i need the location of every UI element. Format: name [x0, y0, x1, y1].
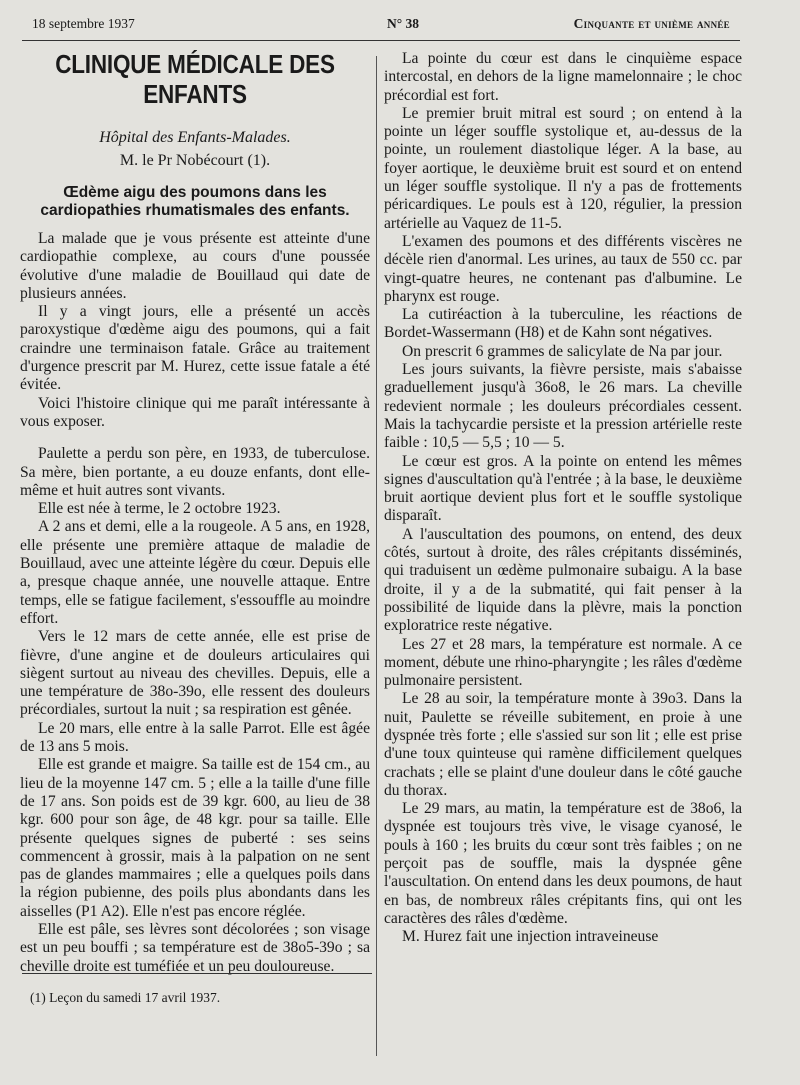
paragraph-gap [20, 431, 370, 445]
volume-year: Cinquante et unième année [573, 16, 730, 31]
paragraph: A l'auscultation des poumons, on entend, des deux côtés, surtout à droite, des râles crépitants disséminés, qui traduisent un œdème pulmonaire subaigu. A la base droite, il y a de la submatité, qui fait penser à la possibilité de liquide dans la plèvre, mais la ponction exploratrice reste négative. [384, 525, 742, 635]
paragraph: La pointe du cœur est dans le cinquième espace intercostal, en dehors de la ligne mamelonnaire ; le choc précordial est fort. [384, 50, 742, 104]
paragraph: Voici l'histoire clinique qui me paraît intéressante à vous exposer. [20, 394, 370, 430]
paragraph: On prescrit 6 grammes de salicylate de Na par jour. [402, 342, 723, 360]
article-title: Œdème aigu des poumons dans les cardiopathies rhumatismales des enfants. [40, 184, 350, 219]
issue-date: 18 septembre 1937 [32, 16, 135, 31]
left-column [20, 48, 370, 976]
right-column [384, 50, 742, 947]
footnote-rule [22, 973, 372, 974]
issue-number: N° 38 [387, 16, 420, 31]
paragraph: Le 28 au soir, la température monte à 39o3. Dans la nuit, Paulette se réveille subitement, en proie à une dyspnée très forte ; elle s'assied sur son lit ; elle est prise d'une toux quinteuse qui ramène difficilement quelques crachats ; elle se plaint d'une douleur dans le côté gauche du thorax. [384, 690, 742, 799]
paragraph: Le 20 mars, elle entre à la salle Parrot. Elle est âgée de 13 ans 5 mois. [20, 719, 370, 756]
paragraph: Les 27 et 28 mars, la température est normale. A ce moment, débute une rhino-pharyngite ; les râles d'œdème pulmonaire persistent. [384, 635, 742, 690]
paragraph: Vers le 12 mars de cette année, elle est prise de fièvre, d'une angine et de douleurs articulaires qui siègent surtout au niveau des chevilles. Depuis, elle a une température de 38o-39o, elle ressent des douleurs précordiales, surtout la nuit ; sa respiration est gênée. [20, 628, 370, 719]
paragraph: Le cœur est gros. A la pointe on entend les mêmes signes d'auscultation qu'à l'entrée ; à la base, le deuxième bruit aortique devient plus fort et le souffle systolique disparaît. [384, 452, 742, 525]
footnote: (1) Leçon du samedi 17 avril 1937. [30, 990, 221, 1005]
page-header [32, 14, 730, 38]
paragraph: M. Hurez fait une injection intraveineuse [402, 928, 659, 946]
paragraph: L'examen des poumons et des différents viscères ne décèle rien d'anormal. Les urines, au taux de 550 cc. par vingt-quatre heures, ne contenant pas d'albumine. Le pharynx est rouge. [384, 232, 742, 305]
paragraph: La malade que je vous présente est atteinte d'une cardiopathie complexe, au cours d'une poussée évolutive d'une maladie de Bouillaud qui date de plusieurs années. [20, 230, 370, 302]
paragraph: Elle est grande et maigre. Sa taille est de 154 cm., au lieu de la moyenne 147 cm. 5 ; elle a la taille d'une fille de 17 ans. Son poids est de 39 kgr. 600, au lieu de 38 kgr. 600 pour son âge, de 48 kgr. pour sa taille. Elle présente quelques signes de puberté : ses seins commencent à grossir, mais à la palpation on ne sent pas de glandes mammaires ; elle a quelques poils dans la région pubienne, des poils plus abondants dans les aisselles (P1 A2). Elle n'est pas encore réglée. [20, 756, 370, 920]
paragraph: Il y a vingt jours, elle a présenté un accès paroxystique d'œdème aigu des poumons, qui a fait craindre une terminaison fatale. Grâce au traitement d'urgence prescrit par M. Hurez, cette issue fatale a été évitée. [20, 303, 370, 394]
header-rule [22, 40, 740, 41]
paragraph: La cutiréaction à la tuberculine, les réactions de Bordet-Wassermann (H8) et de Kahn sont négatives. [384, 306, 742, 342]
paragraph: Les jours suivants, la fièvre persiste, mais s'abaisse graduellement jusqu'à 36o8, le 26 mars. La cheville redevient normale ; les douleurs précordiales cessent. Mais la tachycardie persiste et la pression artérielle reste faible : 10,5 — 5,5 ; 10 — 5. [384, 361, 742, 452]
section-title: CLINIQUE MÉDICALE DES ENFANTS [55, 50, 335, 109]
paragraph: Elle est née à terme, le 2 octobre 1923. [38, 500, 281, 518]
column-divider [376, 56, 377, 1056]
paragraph: Paulette a perdu son père, en 1933, de tuberculose. Sa mère, bien portante, a eu douze enfants, dont elle-même et huit autres sont vivants. [20, 445, 370, 499]
hospital-name: Hôpital des Enfants-Malades. [99, 129, 291, 146]
author-line: M. le Pr Nobécourt (1). [119, 152, 271, 169]
paragraph: A 2 ans et demi, elle a la rougeole. A 5 ans, en 1928, elle présente une première attaque de maladie de Bouillaud, avec une atteinte légère du cœur. Depuis elle a, presque chaque année, une nouvelle attaque. Entre temps, elle se fatigue facilement, s'essouffle au moindre effort. [20, 518, 370, 627]
paragraph: Le premier bruit mitral est sourd ; on entend à la pointe un léger souffle systolique et, au-dessus de la pointe, un roulement diastolique léger. A la base, au foyer aortique, le deuxième bruit est sourd et on entend un léger souffle systolique. Il n'y a pas de frottements péricardiques. Le pouls est à 120, régulier, la pression artérielle au Vaquez de 11-5. [384, 104, 742, 232]
paragraph: Le 29 mars, au matin, la température est de 38o6, la dyspnée est toujours très vive, le visage cyanosé, le pouls à 160 ; les bruits du cœur sont très faibles ; on ne perçoit pas de souffle, mais la dyspnée gêne l'auscultation. On entend dans les deux poumons, de haut en bas, de nombreux râles crépitants fins, qui ont les caractères des râles d'œdème. [384, 800, 742, 927]
paragraph: Elle est pâle, ses lèvres sont décolorées ; son visage est un peu bouffi ; sa température est de 38o5-39o ; sa cheville droite est tuméfiée et un peu douloureuse. [20, 920, 370, 975]
